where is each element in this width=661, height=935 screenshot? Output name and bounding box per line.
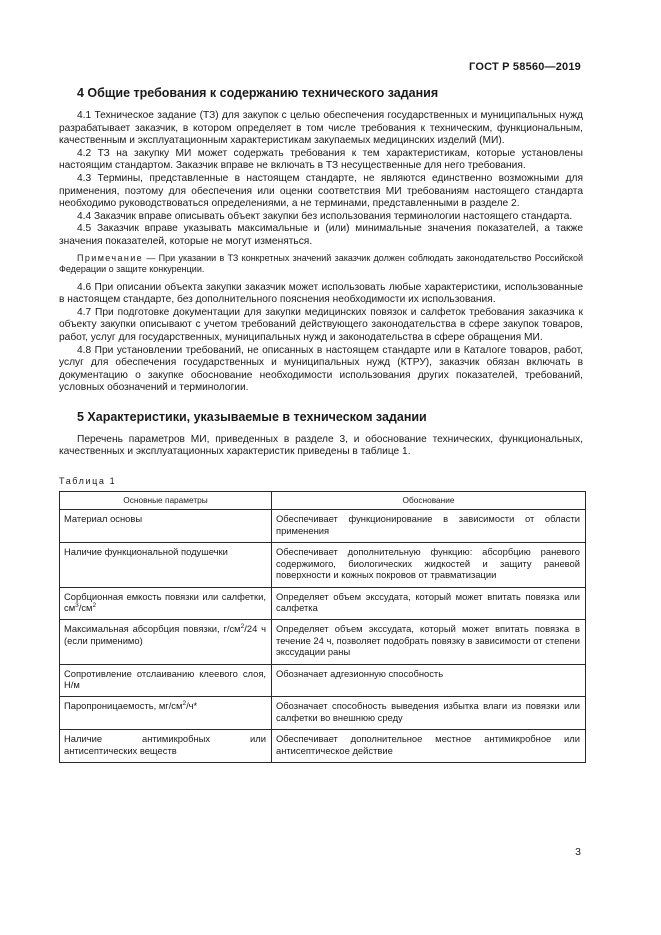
- table-row: [60, 697, 586, 730]
- param-text: /24 ч (если применимо): [64, 623, 266, 646]
- table-row: [60, 587, 586, 620]
- table-row: [60, 730, 586, 763]
- table-row: [60, 620, 586, 664]
- reason-cell: Обеспечивает дополнительную функцию: абсорбцию раневого содержимого, биологических жидкостей и защиту раневой поверхности и кожных покровов от травматизации: [272, 543, 586, 587]
- superscript: 2: [92, 601, 97, 609]
- param-cell: Сопротивление отслаиванию клеевого слоя, Н/м: [60, 664, 272, 697]
- reason-cell: Определяет объем экссудата, который может впитать повязка в течение 24 ч, позволяет подобрать повязку в зависимости от степени экссудации раны: [272, 620, 586, 664]
- paragraph-4-7: 4.7 При подготовке документации для закупки медицинских повязок и салфеток требования заказчика к объекту закупки описывают с учетом требований действующего законодательства в сфере закупок товаров, работ, услуг для государственных, муниципальных нужд и законодательства в сфере обращения МИ.: [59, 306, 583, 343]
- note: [59, 253, 583, 276]
- superscript: 2: [240, 623, 245, 631]
- section-5-paragraph: Перечень параметров МИ, приведенных в разделе 3, и обоснование технических, функциональных, качественных и эксплуатационных характеристик приведены в таблице 1.: [59, 433, 583, 458]
- param-text: Паропроницаемость, мг/см: [64, 700, 183, 712]
- param-text: /см: [78, 601, 93, 613]
- param-cell: [60, 620, 272, 664]
- note-label: Примечание: [77, 252, 144, 263]
- table-header-row: [60, 492, 586, 510]
- header-justification: Обоснование: [272, 492, 586, 510]
- paragraph-4-8: 4.8 При установлении требований, не описанных в настоящем стандарте или в Каталоге товаров, работ, услуг для обеспечения государственных и муниципальных нужд (КТРУ), заказчик обязан включать в документацию о закупке обоснование необходимости использования других показателей, требований, условных обозначений и терминологии.: [59, 344, 583, 394]
- reason-cell: Обозначает адгезионную способность: [272, 664, 586, 697]
- table-caption: Таблица 1: [59, 476, 117, 487]
- paragraph-4-6: 4.6 При описании объекта закупки заказчик может использовать любые характеристики, использованные в настоящем стандарте, без дополнительного пояснения необходимости их использования.: [59, 281, 583, 306]
- param-cell: Наличие функциональной подушечки: [60, 543, 272, 587]
- parameters-table: [59, 491, 586, 763]
- page-number: 3: [575, 846, 581, 858]
- paragraph-4-3: 4.3 Термины, представленные в настоящем стандарте, не являются единственно возможными для применения, поэтому для обеспечения или оценки соответствия МИ требованиям настоящего стандарта необходимо руководствоваться определениями, а не терминами, представленными в разделе 2.: [59, 172, 583, 210]
- table-row: [60, 510, 586, 543]
- standard-number: ГОСТ Р 58560—2019: [469, 61, 581, 73]
- page-content: [59, 86, 583, 763]
- reason-cell: Определяет объем экссудата, который может впитать повязка или салфетка: [272, 587, 586, 620]
- paragraph-4-5: 4.5 Заказчик вправе указывать максимальные и (или) минимальные значения показателей, а также значения показателей, которые не могут изменяться.: [59, 223, 583, 247]
- superscript: 3: [75, 601, 79, 609]
- table-row: [60, 543, 586, 587]
- reason-cell: Обеспечивает дополнительное местное антимикробное или антисептическое действие: [272, 730, 586, 763]
- reason-cell: Обозначает способность выведения избытка влаги из повязки или салфетки во внешнюю среду: [272, 697, 586, 730]
- section-4-title: 4 Общие требования к содержанию технического задания: [77, 86, 439, 100]
- reason-cell: Обеспечивает функционирование в зависимости от области применения: [272, 510, 586, 543]
- param-cell: [60, 697, 272, 730]
- paragraph-4-1: 4.1 Техническое задание (ТЗ) для закупок с целью обеспечения государственных и муниципальных нужд разрабатывает заказчик, в котором определяет в том числе требования к техническим, функциональным, качественным и эксплуатационным характеристикам закупаемых медицинских изделий (МИ).: [59, 110, 583, 147]
- param-cell: [60, 587, 272, 620]
- header-parameters: Основные параметры: [60, 492, 272, 510]
- param-text: Максимальная абсорбция повязки, г/см: [64, 623, 241, 635]
- param-cell: Наличие антимикробных или антисептических веществ: [60, 730, 272, 763]
- paragraph-4-2: 4.2 ТЗ на закупку МИ может содержать требования к тем характеристикам, которые установлены настоящим стандартом. Заказчик вправе не включать в ТЗ несущественные для него требования.: [59, 147, 583, 172]
- param-text: /ч*: [186, 700, 198, 712]
- note-text: — При указании в ТЗ конкретных значений заказчик должен соблюдать законодательство Российской Федерации о защите конкуренции.: [59, 252, 583, 275]
- paragraph-4-4: 4.4 Заказчик вправе описывать объект закупки без использования терминологии настоящего стандарта.: [77, 210, 573, 222]
- param-text: Сорбционная емкость повязки или салфетки, см: [64, 590, 266, 613]
- table-row: [60, 664, 586, 697]
- superscript: 2: [182, 700, 187, 708]
- param-cell: Материал основы: [60, 510, 272, 543]
- section-5-title: 5 Характеристики, указываемые в техническом задании: [77, 409, 427, 424]
